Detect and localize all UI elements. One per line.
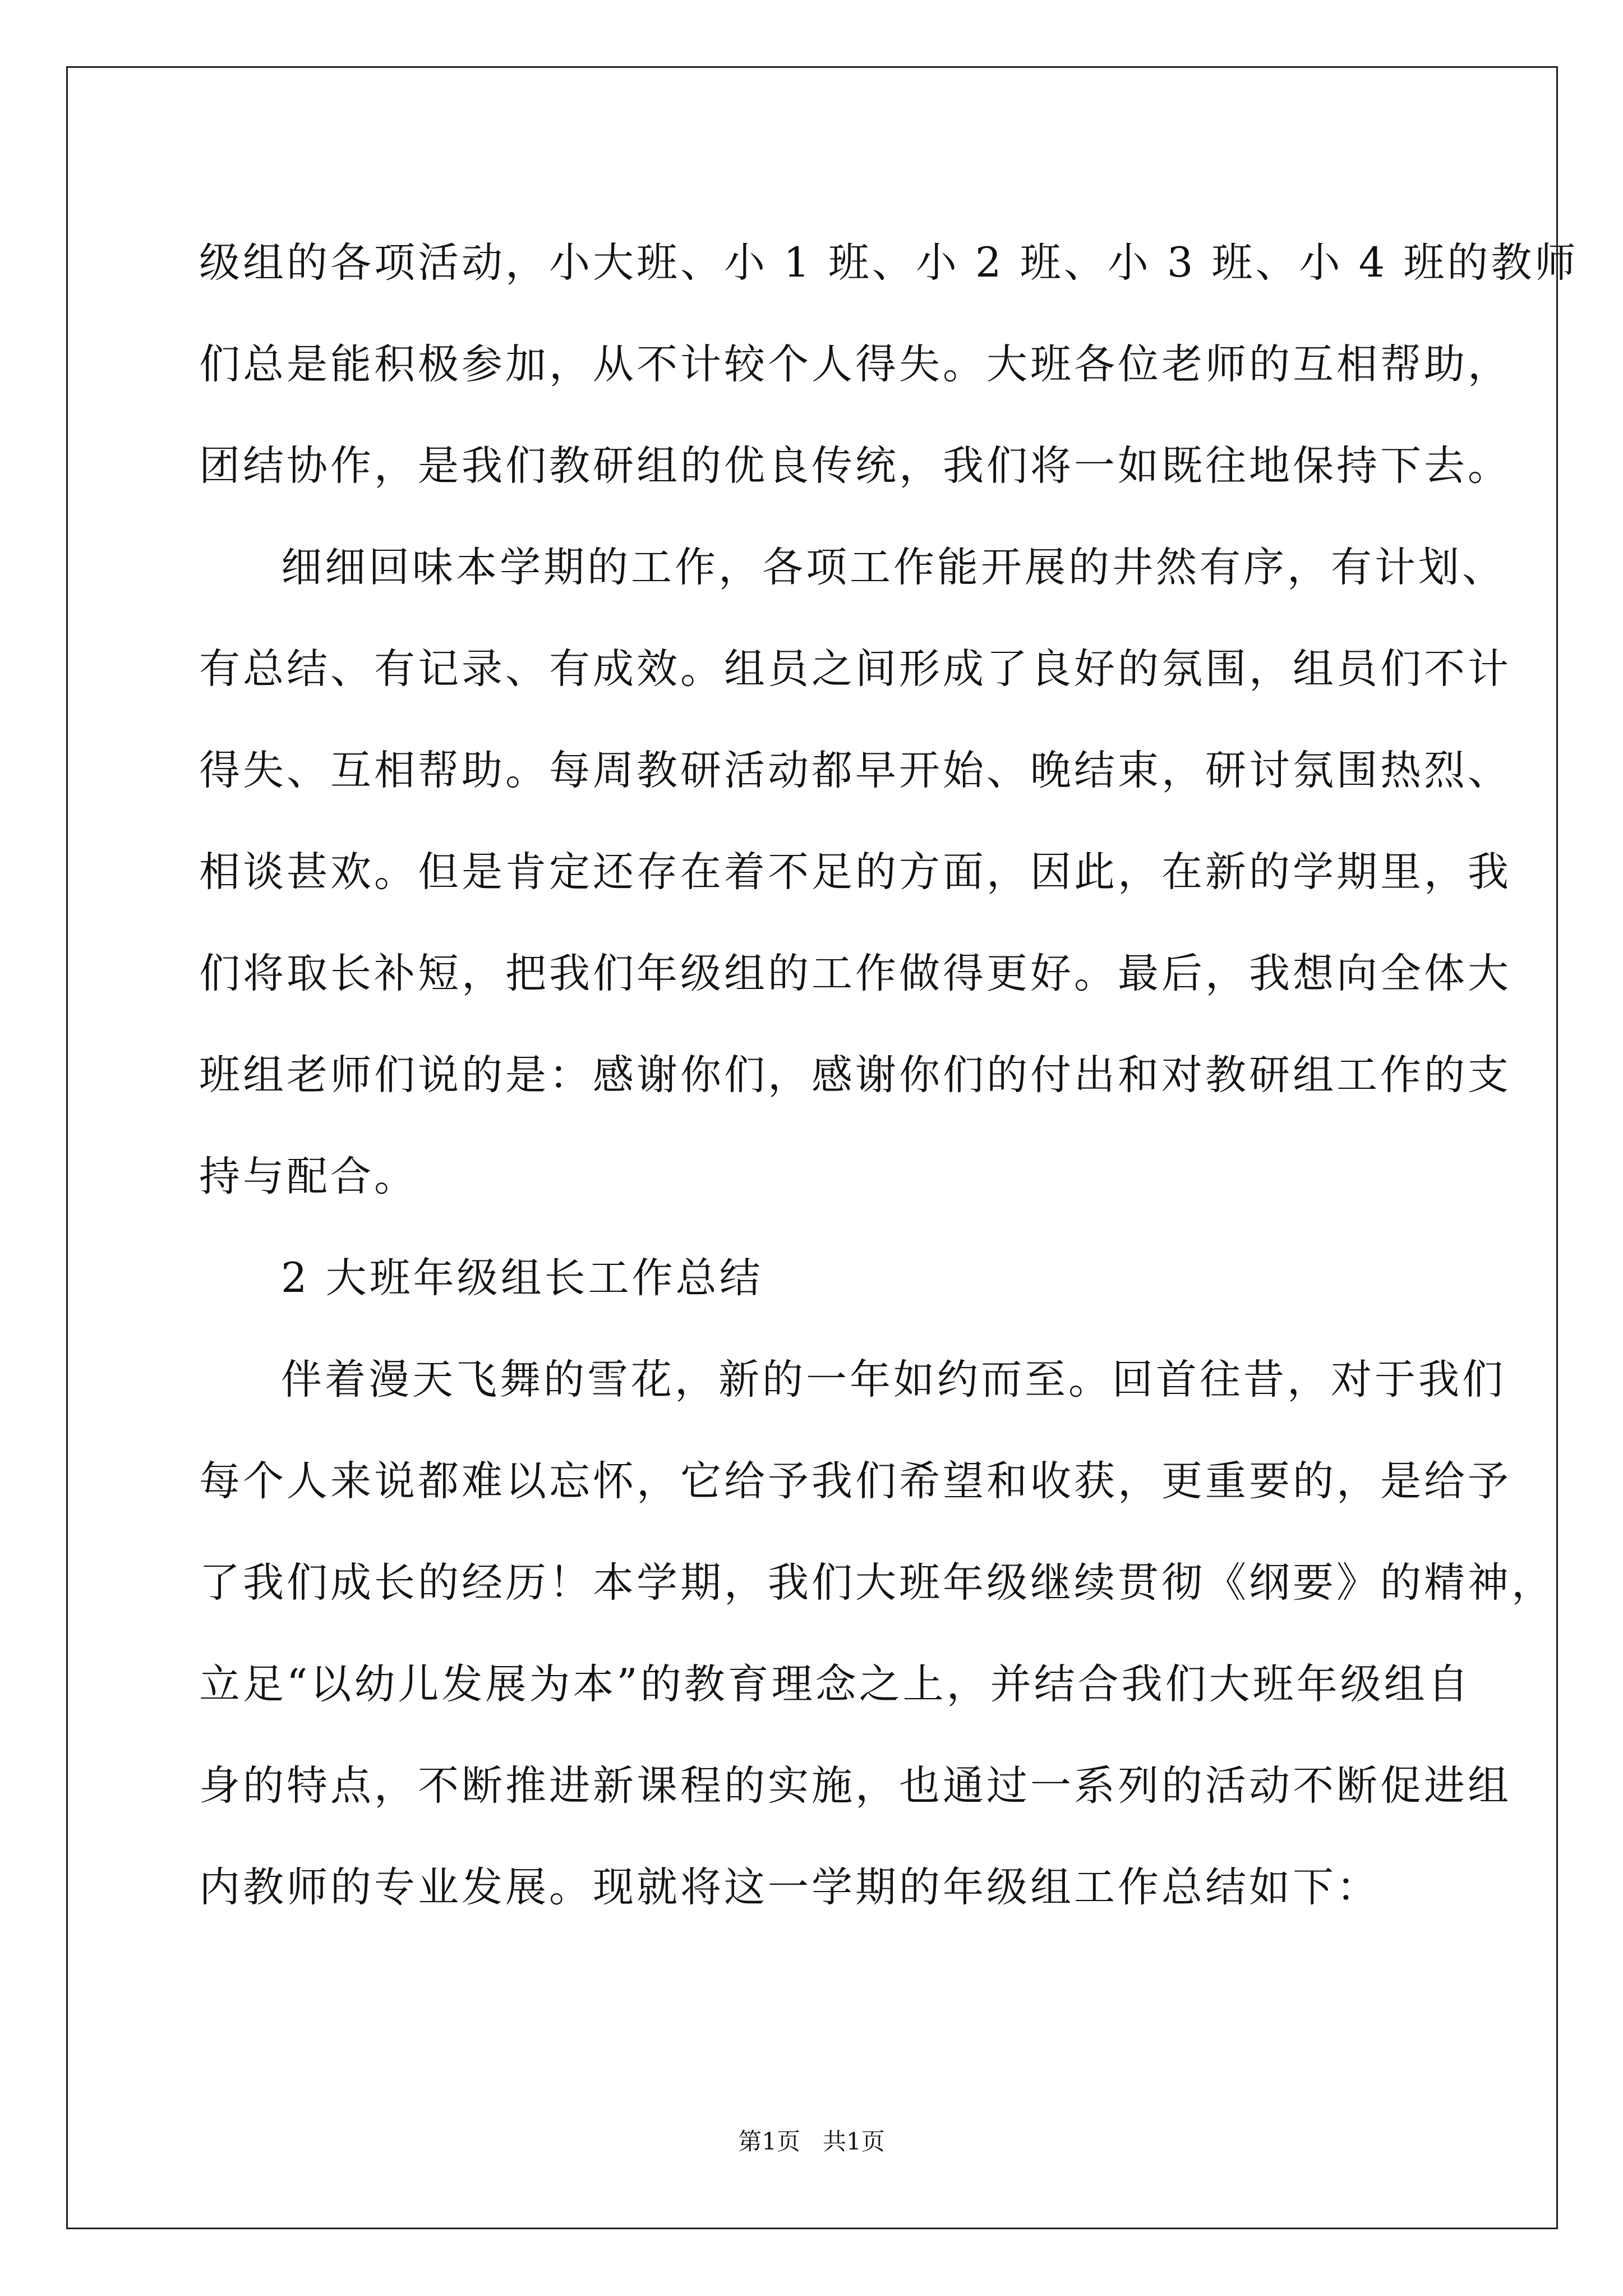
paragraph-line: 内教师的专业发展。现就将这一学期的年级组工作总结如下： [199,1864,1380,1911]
paragraph-line: 班组老师们说的是：感谢你们，感谢你们的付出和对教研组工作的支 [199,1051,1511,1099]
page-number: 第1页 共1页 [738,2128,885,2155]
paragraph-line: 相谈甚欢。但是肯定还存在着不足的方面，因此，在新的学期里，我 [199,848,1511,896]
paragraph-line: 立足“以幼儿发展为本”的教育理念之上，并结合我们大班年级组自 [199,1660,1472,1708]
paragraph-line: 身的特点，不断推进新课程的实施，也通过一系列的活动不断促进组 [199,1762,1511,1810]
paragraph-line: 持与配合。 [199,1153,418,1200]
document-body [199,212,1579,1938]
paragraph-line: 伴着漫天飞舞的雪花，新的一年如约而至。回首往昔，对于我们 [281,1356,1506,1404]
paragraph-line: 级组的各项活动，小大班、小 1 班、小 2 班、小 3 班、小 4 班的教师 [199,239,1579,287]
paragraph-line: 细细回味本学期的工作，各项工作能开展的井然有序，有计划、 [281,544,1506,591]
section-heading: 2 大班年级组长工作总结 [281,1254,763,1302]
paragraph-line: 每个人来说都难以忘怀，它给予我们希望和收获，更重要的，是给予 [199,1457,1511,1505]
paragraph-line: 团结协作，是我们教研组的优良传统，我们将一如既往地保持下去。 [199,442,1511,490]
paragraph-line: 们总是能积极参加，从不计较个人得失。大班各位老师的互相帮助， [199,341,1511,388]
paragraph-line: 了我们成长的经历！本学期，我们大班年级继续贯彻《纲要》的精神， [199,1559,1555,1607]
paragraph-line: 得失、互相帮助。每周教研活动都早开始、晚结束，研讨氛围热烈、 [199,747,1511,794]
paragraph-line: 们将取长补短，把我们年级组的工作做得更好。最后，我想向全体大 [199,950,1511,997]
paragraph-line: 有总结、有记录、有成效。组员之间形成了良好的氛围，组员们不计 [199,645,1511,693]
